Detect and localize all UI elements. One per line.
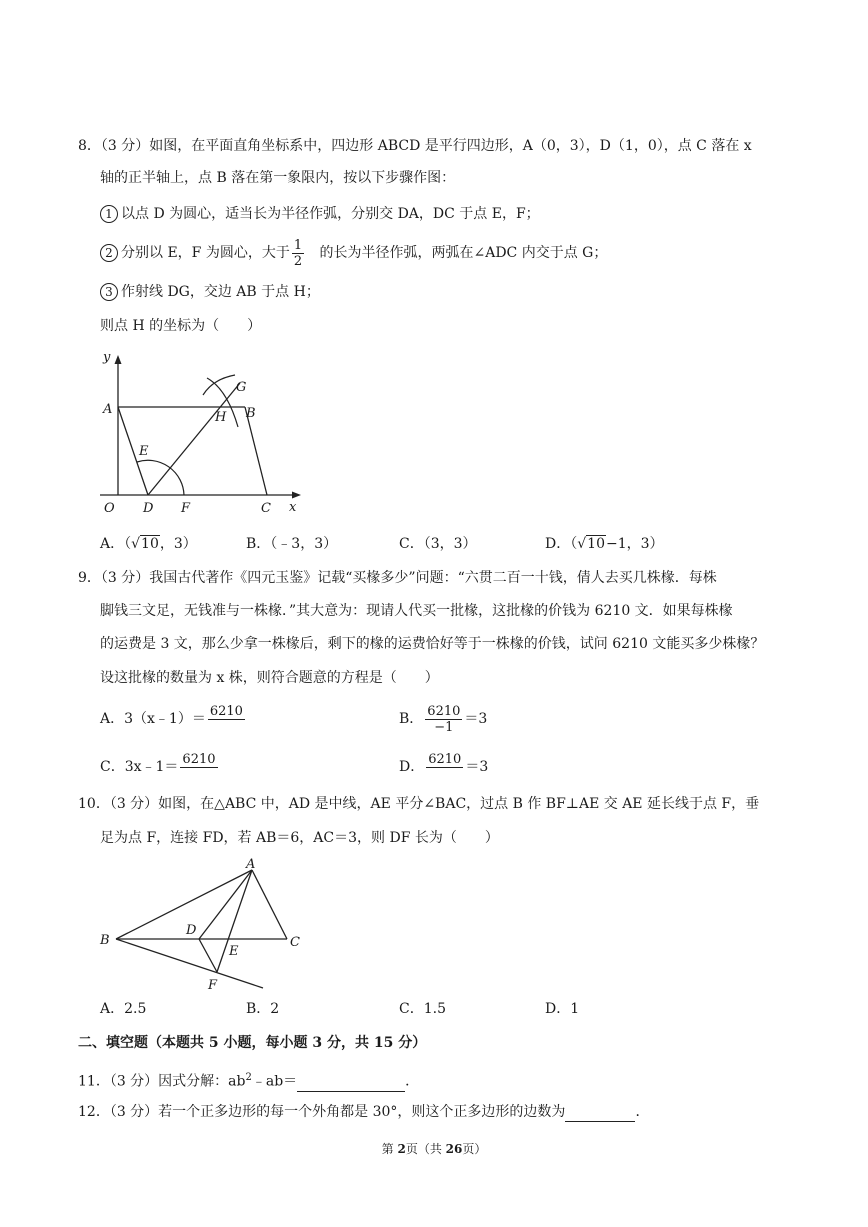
label-F: F [181,501,191,516]
section-heading [78,1033,426,1053]
q9-b-num: 6210 [427,703,461,719]
q9-d-pre: D． [399,759,425,775]
q9-option-a [100,702,247,736]
q10-option-c: C．1.5 [399,1001,446,1017]
label-A: A [103,402,113,417]
q9-option-c [100,750,220,784]
section-heading-text: 二、填空题（本题共 5 小题，每小题 3 分，共 15 分） [78,1035,427,1051]
label-E: E [229,944,239,959]
q9-option-b [399,702,487,736]
step2-number: 2 [100,244,118,262]
q10-triangle-figure [95,852,310,994]
q10-line2: 足为点 F，连接 FD，若 AB＝6，AC＝3，则 DF 长为（ ） [100,830,499,846]
q11 [78,1068,419,1092]
q11-mid: ﹣ab＝ [251,1073,298,1090]
q12-answer-blank [565,1101,635,1122]
label-O: O [104,501,115,516]
q8-a-post: ，3） [159,536,197,552]
q8-step3 [100,282,320,302]
q8-ask: 则点 H 的坐标为（ ） [100,318,262,334]
q8-step1 [100,204,540,224]
q8-option-b: B．（﹣3，3） [246,536,338,552]
q9-c-pre: C．3x﹣1＝ [100,759,179,775]
q8-stem-line2: 轴的正半轴上，点 B 落在第一象限内，按以下步骤作图： [100,170,456,186]
label-C: C [261,501,271,516]
q8-stem-line1: 8．（3 分）如图，在平面直角坐标系中，四边形 ABCD 是平行四边形，A（0，3），D（1，0），点 C 落在 x [78,138,752,154]
q9-a-pre: A．3（x﹣1）＝ [100,711,206,727]
q11-exponent: 2 [245,1072,252,1083]
q9-option-d [399,750,488,784]
q9-a-den [208,720,245,735]
step2-text-b: 的长为半径作弧，两弧在∠ADC 内交于点 G； [319,245,608,261]
q10-option-a: A．2.5 [100,1001,147,1017]
q11-pre: 11．（3 分）因式分解：ab [78,1073,246,1090]
q9-c-den [180,768,217,783]
label-C: C [290,935,300,950]
footer-page-number: 2 [397,1142,406,1156]
label-E: E [139,444,149,459]
q11-answer-blank [297,1071,405,1092]
q12-pre: 12．（3 分）若一个正多边形的每一个外角都是 30°，则这个正多边形的边数为 [78,1104,566,1120]
q8-coordinate-figure [95,345,310,520]
q9-b-den: −1 [434,719,454,735]
q12 [78,1101,649,1122]
label-D: D [186,923,197,938]
q9-b-frac [425,704,462,735]
q8-d-pre: D．（ [545,536,578,552]
footer-post: 页） [462,1142,487,1156]
q8-d-post: −1，3） [605,536,664,552]
frac-denominator: 2 [293,253,303,269]
q11-post: ． [405,1073,420,1090]
q9-b-post: ＝3 [464,711,488,727]
q8-option-a: A．（√10，3） [100,536,197,552]
footer-mid: 页（共 [405,1142,446,1156]
label-y: y [103,350,111,365]
label-F: F [208,978,218,993]
q9-b-pre: B． [399,711,424,727]
q8-a-root: 10 [141,536,159,552]
step3-number: 3 [100,283,118,301]
frac-numerator: 1 [293,237,303,253]
footer-pre: 第 [381,1142,398,1156]
label-H: H [215,410,227,425]
q9-line2: 脚钱三文足，无钱准与一株椽．”其大意为：现请人代买一批椽，这批椽的价钱为 6210 文．如果每株椽 [100,603,733,619]
label-D: D [143,501,154,516]
q10-option-b: B．2 [246,1001,280,1017]
q9-d-post: ＝3 [465,759,489,775]
q9-line4: 设这批椽的数量为 x 株，则符合题意的方程是（ ） [100,670,439,686]
q9-line3: 的运费是 3 文，那么少拿一株椽后，剩下的椽的运费恰好等于一株椽的价钱，试问 6210 文能买多少株椽？ [100,636,765,652]
label-A: A [246,857,256,872]
footer-total-pages: 26 [445,1142,463,1156]
label-B: B [100,933,110,948]
step3-text: 作射线 DG，交边 AB 于点 H； [121,284,320,300]
q8-a-pre: A．（ [100,536,132,552]
label-x: x [289,500,297,515]
q9-c-num: 6210 [182,751,216,767]
q9-a-num: 6210 [209,703,243,719]
q10-option-d: D．1 [545,1001,580,1017]
q9-d-frac [426,752,463,783]
q9-d-den [426,768,463,783]
q10-line1: 10．（3 分）如图，在△ABC 中，AD 是中线，AE 平分∠BAC，过点 B 作 BF⊥AE 交 AE 延长线于点 F，垂 [78,796,760,812]
q8-step2 [100,237,607,269]
step1-number: 1 [100,205,118,223]
q8-option-d: D．（√10−1，3） [545,536,664,552]
q8-d-root: 10 [587,536,605,552]
q12-post: ． [635,1104,650,1120]
q9-a-frac [208,704,245,735]
step2-text-a: 分别以 E，F 为圆心，大于 [121,245,290,261]
q8-option-c: C．（3，3） [399,536,477,552]
label-G: G [236,380,247,395]
fraction-one-half [292,238,304,269]
step1-text: 以点 D 为圆心，适当长为半径作弧，分别交 DA，DC 于点 E，F； [121,206,540,222]
q9-line1: 9．（3 分）我国古代著作《四元玉鉴》记载“买椽多少”问题：“六贯二百一十钱，倩人去买几株椽．每株 [78,570,717,586]
label-B: B [246,406,256,421]
q9-d-num: 6210 [428,751,462,767]
q9-c-frac [180,752,217,783]
page-footer [0,1139,868,1159]
